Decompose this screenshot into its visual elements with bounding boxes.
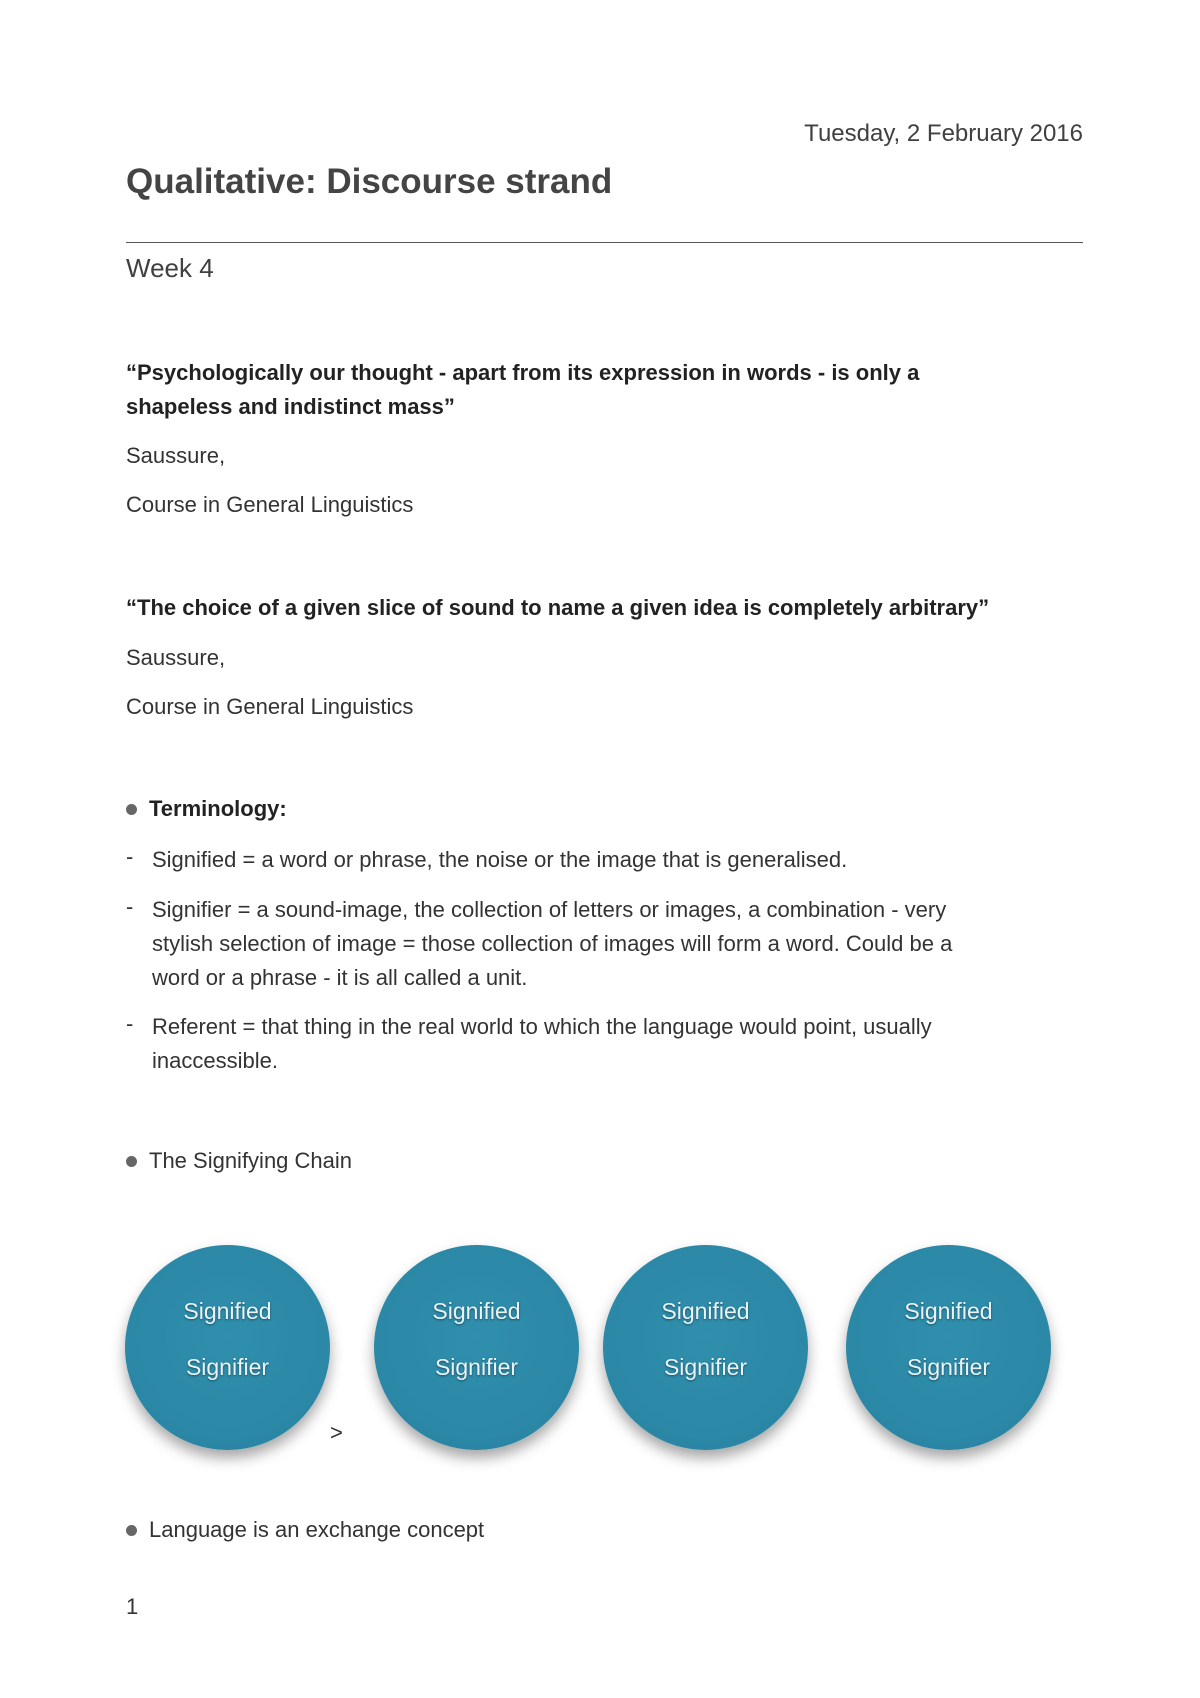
circle-signifier-label: Signifier [663,1354,748,1380]
circle-signifier-label: Signifier [434,1354,519,1380]
terminology-heading: Terminology: [149,796,287,821]
terminology-item-referent [126,1010,1086,1078]
chain-circle-2 [374,1245,579,1450]
quote-1-line-1: “Psychologically our thought - apart from its expression in words - is only a [126,360,920,385]
quote-1-author: Saussure, [126,443,226,468]
signifying-chain-bullet [126,1148,352,1174]
exchange-heading: Language is an exchange concept [149,1517,485,1542]
terminology-item-line: stylish selection of image = those collection of images will form a word. Could be a [152,931,953,956]
quote-1-line-2: shapeless and indistinct mass” [126,394,455,419]
quote-1-source: Course in General Linguistics [126,492,414,517]
dash-marker: - [126,1011,134,1036]
quote-2-source: Course in General Linguistics [126,694,414,719]
terminology-item-line: Signified = a word or phrase, the noise or the image that is generalised. [152,847,848,872]
terminology-item-signified [126,843,1086,877]
terminology-item-line: inaccessible. [152,1048,278,1073]
title-divider [126,242,1083,243]
bullet-icon [126,1156,137,1167]
terminology-item-line: Signifier = a sound-image, the collection of letters or images, a combination - very [152,897,947,922]
quote-2 [126,591,1086,625]
circle-signifier-label: Signifier [185,1354,270,1380]
terminology-item-signifier [126,893,1086,995]
chain-circle-4 [846,1245,1051,1450]
quote-2-author: Saussure, [126,645,226,670]
circle-signified-label: Signified [183,1298,272,1324]
circle-signified-label: Signified [661,1298,750,1324]
terminology-bullet [126,796,287,822]
document-date: Tuesday, 2 February 2016 [804,120,1083,147]
dash-marker: - [126,844,134,869]
bullet-icon [126,804,137,815]
page-number: 1 [126,1594,139,1619]
quote-2-line-1: “The choice of a given slice of sound to name a given idea is completely arbitrary” [126,595,990,620]
dash-marker: - [126,894,134,919]
document-title: Qualitative: Discourse strand [126,162,613,201]
circle-signifier-label: Signifier [906,1354,991,1380]
exchange-bullet [126,1517,484,1543]
circle-signified-label: Signified [904,1298,993,1324]
bullet-icon [126,1525,137,1536]
quote-1 [126,356,1086,424]
chain-circle-3 [603,1245,808,1450]
chain-circle-1 [125,1245,330,1450]
terminology-item-line: Referent = that thing in the real world to which the language would point, usually [152,1014,932,1039]
signifying-chain-heading: The Signifying Chain [149,1148,353,1173]
chain-arrow: > [330,1420,343,1445]
terminology-item-line: word or a phrase - it is all called a unit. [152,965,528,990]
document-subtitle: Week 4 [126,253,214,283]
circle-signified-label: Signified [432,1298,521,1324]
